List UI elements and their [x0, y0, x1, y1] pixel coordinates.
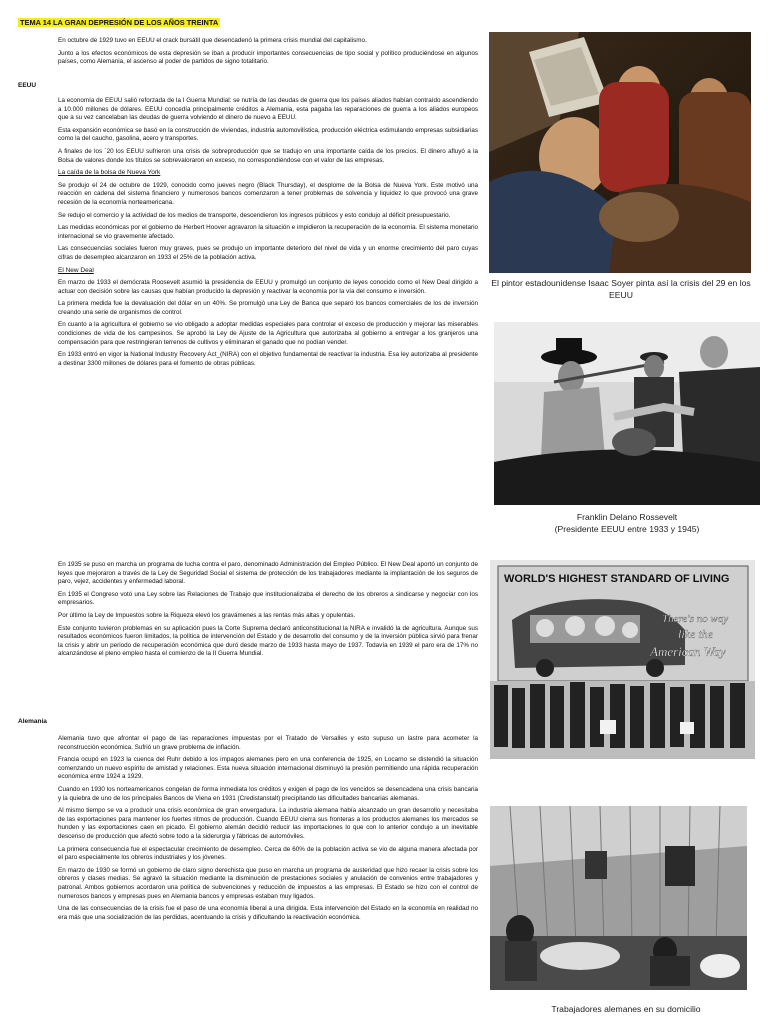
paragraph: En marzo de 1930 se formó un gobierno de claro signo derechista que puso en marcha un programa de austeridad que hizo recaer la crisis sobre los obreros y clases medias. Se agravó la situación mediante la disminución de prestaciones sociales y anulación de convenios entre trabajadores y patronal. Ambos gobiernos acordaron una política de subvenciones y reducción de impuestos a las empresas. El Estado se hizo con el control de numerosos bancos y empresas pues en Alemania bancos y empresas estaban muy ligados.	[58, 866, 478, 900]
roosevelt-caption-line1: Franklin Delano Rossevelt	[576, 512, 678, 522]
paragraph: Por último la Ley de Impuestos sobre la Riqueza elevó los gravámenes a las rentas más altas y opulentas.	[58, 611, 356, 619]
new-deal-continued-block	[58, 561, 478, 663]
billboard-headline: WORLD'S HIGHEST STANDARD OF LIVING	[504, 573, 730, 585]
paragraph: Alemania tuvo que afrontar el pago de las reparaciones impuestas por el Tratado de Versalles y esto supuso un lastre para acometer la reconstrucción económica. Sufrió un grave problema de inflación.	[58, 735, 478, 751]
roosevelt-photo-image	[494, 322, 760, 505]
subheading-caida: La caída de la bolsa de Nueva York	[58, 169, 161, 177]
paragraph: Se redujo el comercio y la actividad de los medios de transporte, descendieron los ingresos públicos y esto condujo al déficit presupuestario.	[58, 211, 451, 219]
workers-caption: Trabajadores alemanes en su domicilio	[551, 1004, 701, 1014]
paragraph: Al mismo tiempo se va a producir una crisis económica de gran envergadura. La industria alemana había alcanzado un gran desarrollo y necesitaba de las exportaciones para mantener los fuertes ritmos de producción. Cuando EEUU cierra sus fronteras a los productos alemanes los mercados se hunden y las exportaciones caen en picado. El gobierno alemán decidió reducir las importaciones lo que con lo anterior condujo a un inevitable descenso de producción que afectó sobre todo a la siderurgia y fábricas de automóviles.	[58, 807, 478, 840]
alemania-block	[58, 735, 478, 926]
paragraph: Se produjo el 24 de octubre de 1929, conocido como jueves negro (Black Thursday), el desplome de la Bolsa de Nueva York. Este motivó una reacción en cadena del sistema financiero y numerosos bancos comenzaron a tener problemas de solvencia y liquidez lo que provocó una grave recesión de la economía norteamericana.	[58, 181, 478, 206]
german-workers-photo-image	[490, 806, 747, 990]
intro-block	[58, 37, 478, 71]
paragraph: Francia ocupó en 1923 la cuenca del Ruhr debido a los impagos alemanes pero en una conferencia de 1925, en Locarno se distendió la situación comenzando un nuevo espíritu de amistad y relaciones. Esta nueva situación internacional disminuyó la presión permitiendo una rápida recuperación económica entre 1924 a 1929.	[58, 756, 478, 781]
paragraph: Esta expansión económica se basó en la construcción de viviendas, industria automovilística, producción eléctrica estimulando empresas subsidiarias como la del caucho, gasolina, acero y transportes.	[58, 126, 478, 143]
billboard-slogan-1: There's no way	[662, 613, 729, 625]
paragraph: Cuando en 1930 los norteamericanos congelan de forma inmediata los créditos y exigen el pago de los vencidos se desencadena una crisis bancaria y la quiebra de uno de los principales Bancos de Viena en 1931 (Credistanstalt) precipitando las dificultades bancarias alemanas.	[58, 785, 478, 802]
american-way-billboard-image	[490, 560, 755, 759]
roosevelt-caption-line2: (Presidente EEUU entre 1933 y 1945)	[554, 524, 700, 534]
paragraph: A finales de los ´20 los EEUU sufrieron una crisis de sobreproducción que se tradujo en una importante caída de los precios. El dinero afluyó a la Bolsa de valores donde los títulos se sobrevaloraron en exceso, no correspondiéndose con el valor de las empresas.	[58, 147, 478, 164]
section-label-alemania: Alemania	[18, 718, 47, 725]
section-label-eeuu: EEUU	[18, 82, 37, 89]
paragraph: En 1935 se puso en marcha un programa de lucha contra el paro, denominado Administración del Empleo Público. El New Deal aportó un conjunto de leyes que mejoraron a través de la Ley de Seguridad Social el sistema de protección de los trabajadores mediante la implantación de los seguros de paro, vejez, accidentes y enfermedad laboral.	[58, 561, 478, 586]
subheading-new-deal: El New Deal	[58, 266, 94, 274]
billboard-slogan-3: American Way	[650, 644, 726, 659]
eeuu-block	[58, 97, 478, 372]
paragraph: Las consecuencias sociales fueron muy graves, pues se produjo un importante deterioro del nivel de vida y un enorme crecimiento del paro cuyas cifras de desempleo alcanzaron en 1933 el 25% de la población activa.	[58, 245, 478, 261]
paragraph: En cuanto a la agricultura el gobierno se vio obligado a adoptar medidas especiales para controlar el exceso de producción y mejorar las miserables condiciones de vida de los campesinos. Se aprobó la Ley de Ajuste de la Agricultura que autorizaba al gobierno a entregar a los granjeros una compensación para que restringieran terrenos de cultivos y eliminaran el ganado que no podían vender.	[58, 321, 478, 346]
paragraph: La primera consecuencia fue el espectacular crecimiento de desempleo. Cerca de 60% de la población activa se vio de alguna manera afectada por el paro especialmente los obreros industriales y los jóvenes.	[58, 845, 478, 862]
paragraph: En marzo de 1933 el demócrata Roosevelt asumió la presidencia de EEUU y promulgó un conjunto de leyes conocido como el New Deal dirigido a actuar con decisión sobre las causas que habían producido la depresión y reactivar la economía por la vía del consumo e inversión.	[58, 279, 478, 295]
soyer-painting-image	[489, 32, 751, 273]
paragraph: La economía de EEUU salió reforzada de la I Guerra Mundial: se nutría de las deudas de guerra que los países aliados habían contraído ascendiendo a 10.000 millones de dólares. EEUU concedía principalmente créditos a Alemania, esta pagaba las reparaciones de guerra a los aliados europeos que a su vez cancelaban las deudas de guerra volviendo el dinero de nuevo a EEUU.	[58, 97, 478, 122]
paragraph: La primera medida fue la devaluación del dólar en un 40%. Se promulgó una Ley de Banca que separó los bancos comerciales de los de inversión creando una serie de organismos de control.	[58, 300, 478, 316]
paragraph: En 1935 el Congreso votó una Ley sobre las Relaciones de Trabajo que institucionalizaba el derecho de los obreros a sindicarse y negociar con los empresarios.	[58, 590, 478, 607]
paragraph: Una de las consecuencias de la crisis fue el paso de una economía liberal a una dirigida. Esta intervención del Estado en la economía en realidad no era más que una socialización de las perdidas, acentuando la crisis y dificultando la reactivación económica.	[58, 905, 478, 921]
paragraph: En octubre de 1929 tuvo en EEUU el crack bursátil que desencadenó la primera crisis mundial del capitalismo.	[58, 37, 367, 44]
paragraph: Junto a los efectos económicos de esta depresión se iban a producir importantes consecuencias de tipo social y político produciéndose en algunos países, como Alemania, el ascenso al poder de partidos de signo totalitario.	[58, 49, 478, 66]
soyer-caption: El pintor estadounidense Isaac Soyer pinta así la crisis del 29 en los EEUU	[491, 278, 751, 300]
billboard-slogan-2: like the	[678, 627, 713, 641]
paragraph: Este conjunto tuvieron problemas en su aplicación pues la Corte Suprema declaró anticonstitucional la NIRA e invalidó la de agricultura. Aunque sus resultados económicos fueron limitados, la política de intervención del Estado y de desarrollo del consumo y de la inversión pública sirvió para frenar la crisis y abrir un periodo de recuperación económica que duró desde marzo de 1933 hasta mayo de 1937. Todavía en 1939 el paro era de 17% no alcanzándose el pleno empleo hasta el comienzo de la II Guerra Mundial.	[58, 624, 478, 658]
paragraph: Las medidas económicas por el gobierno de Herbert Hoover agravaron la situación e impidieron la recuperación de la economía. El sistema monetario internacional se vio gravemente afectado.	[58, 224, 478, 240]
page-title: TEMA 14 LA GRAN DEPRESIÓN DE LOS AÑOS TREINTA	[20, 18, 219, 27]
paragraph: En 1933 entró en vigor la National Industry Recovery Act_(NIRA) con el objetivo fundamental de reactivar la industria. Esa ley autorizaba al presidente a destinar 3300 millones de dólares para el fomento de obras públicas.	[58, 351, 478, 367]
